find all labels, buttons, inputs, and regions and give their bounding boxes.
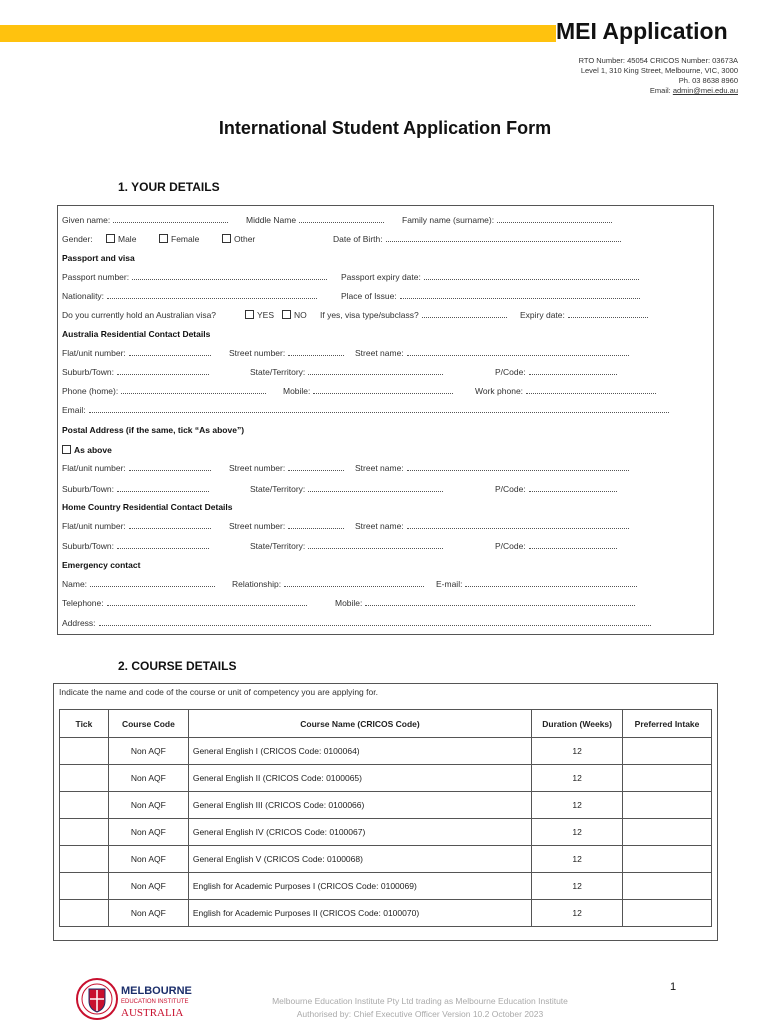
emergency-mobile-label: Mobile: (335, 598, 363, 608)
postal-street-number-field[interactable] (229, 463, 344, 473)
emergency-email-field[interactable] (436, 579, 637, 589)
visa-type-field[interactable] (320, 310, 507, 320)
course-code-cell: Non AQF (108, 792, 188, 819)
contact-email-line (579, 86, 738, 96)
suburb-label: Suburb/Town: (62, 541, 114, 551)
table-row (60, 819, 712, 846)
course-code-cell: Non AQF (108, 846, 188, 873)
col-duration: Duration (Weeks) (532, 710, 623, 738)
visa-expiry-line[interactable] (568, 311, 648, 318)
telephone-label: Telephone: (62, 598, 104, 608)
as-above-checkbox[interactable] (62, 445, 71, 454)
no-label: NO (294, 310, 307, 320)
home-street-number-field[interactable] (229, 521, 344, 531)
course-table (59, 709, 712, 927)
intake-cell[interactable] (623, 819, 712, 846)
intake-cell[interactable] (623, 792, 712, 819)
course-name-cell: English for Academic Purposes I (CRICOS Code: 0100069) (188, 873, 531, 900)
col-course-name: Course Name (CRICOS Code) (188, 710, 531, 738)
telephone-field[interactable] (62, 598, 307, 608)
passport-number-field[interactable] (62, 272, 327, 282)
intake-cell[interactable] (623, 846, 712, 873)
other-checkbox[interactable] (222, 234, 231, 243)
place-of-issue-line[interactable] (400, 292, 640, 299)
mobile-field[interactable] (283, 386, 453, 396)
visa-no-checkbox[interactable] (282, 310, 291, 319)
given-name-line[interactable] (113, 216, 228, 223)
suburb-line[interactable] (117, 368, 209, 375)
course-code-cell: Non AQF (108, 738, 188, 765)
suburb-line[interactable] (117, 542, 209, 549)
pcode-label: P/Code: (495, 367, 526, 377)
intake-cell[interactable] (623, 738, 712, 765)
name-line[interactable] (90, 580, 215, 587)
table-row (60, 792, 712, 819)
place-of-issue-label: Place of Issue: (341, 291, 397, 301)
dob-line[interactable] (386, 235, 621, 242)
aus-street-name-field[interactable] (355, 348, 629, 358)
dob-label: Date of Birth: (333, 234, 383, 244)
work-phone-line[interactable] (526, 387, 656, 394)
passport-expiry-field[interactable] (341, 272, 639, 282)
duration-cell: 12 (532, 738, 623, 765)
course-name-cell: General English III (CRICOS Code: 0100066) (188, 792, 531, 819)
visa-no-option[interactable] (282, 310, 307, 320)
duration-cell: 12 (532, 846, 623, 873)
duration-cell: 12 (532, 873, 623, 900)
relationship-line[interactable] (284, 580, 424, 587)
work-phone-field[interactable] (475, 386, 656, 396)
email-label: Email: (649, 86, 673, 95)
street-number-line[interactable] (288, 464, 344, 471)
table-row (60, 846, 712, 873)
gender-female-option[interactable] (159, 234, 199, 244)
tick-cell[interactable] (60, 873, 109, 900)
emergency-email-line[interactable] (465, 580, 637, 587)
visa-yes-option[interactable] (245, 310, 274, 320)
middle-name-label: Middle Name (246, 215, 297, 225)
visa-yes-checkbox[interactable] (245, 310, 254, 319)
aus-state-field[interactable] (250, 367, 443, 377)
state-line[interactable] (308, 542, 443, 549)
australia-contact-heading: Australia Residential Contact Details (62, 329, 211, 339)
pcode-line[interactable] (529, 542, 617, 549)
tick-cell[interactable] (60, 792, 109, 819)
email-link[interactable]: admin@mei.edu.au (672, 86, 738, 95)
state-line[interactable] (308, 368, 443, 375)
table-row (60, 738, 712, 765)
table-row (60, 900, 712, 927)
logo-text-line: AUSTRALIA (121, 1007, 184, 1019)
male-label: Male (118, 234, 137, 244)
logo-text-line: EDUCATION INSTITUTE (121, 999, 189, 1005)
work-phone-label: Work phone: (475, 386, 524, 396)
table-header-row (60, 710, 712, 738)
passport-expiry-line[interactable] (424, 273, 639, 280)
relationship-field[interactable] (232, 579, 424, 589)
street-name-label: Street name: (355, 463, 404, 473)
flat-line[interactable] (129, 349, 211, 356)
telephone-line[interactable] (107, 599, 307, 606)
course-code-cell: Non AQF (108, 873, 188, 900)
home-flat-field[interactable] (62, 521, 211, 531)
suburb-label: Suburb/Town: (62, 367, 114, 377)
flat-label: Flat/unit number: (62, 348, 126, 358)
street-name-line[interactable] (407, 522, 629, 529)
phone-home-line[interactable] (121, 387, 266, 394)
street-name-line[interactable] (407, 464, 629, 471)
col-course-code: Course Code (108, 710, 188, 738)
emergency-mobile-line[interactable] (365, 599, 635, 606)
as-above-option[interactable] (62, 445, 112, 455)
female-label: Female (171, 234, 200, 244)
address-line[interactable] (99, 619, 651, 626)
passport-number-label: Passport number: (62, 272, 130, 282)
suburb-line[interactable] (117, 485, 209, 492)
tick-cell[interactable] (60, 846, 109, 873)
family-name-line[interactable] (497, 216, 612, 223)
visa-question: Do you currently hold an Australian visa? (62, 310, 217, 320)
middle-name-line[interactable] (299, 216, 384, 223)
tick-cell[interactable] (60, 819, 109, 846)
family-name-field[interactable] (402, 215, 612, 225)
flat-label: Flat/unit number: (62, 463, 126, 473)
course-name-cell: General English V (CRICOS Code: 0100068) (188, 846, 531, 873)
col-tick: Tick (60, 710, 109, 738)
home-state-field[interactable] (250, 541, 443, 551)
tick-cell[interactable] (60, 765, 109, 792)
pcode-line[interactable] (529, 485, 617, 492)
course-name-cell: General English I (CRICOS Code: 0100064) (188, 738, 531, 765)
relationship-label: Relationship: (232, 579, 282, 589)
contact-line: Ph. 03 8638 8960 (678, 76, 738, 85)
street-number-label: Street number: (229, 521, 286, 531)
emergency-name-field[interactable] (62, 579, 215, 589)
course-name-cell: English for Academic Purposes II (CRICOS Code: 0100070) (188, 900, 531, 927)
mobile-label: Mobile: (283, 386, 311, 396)
passport-expiry-label: Passport expiry date: (341, 272, 421, 282)
address-field[interactable] (62, 618, 651, 628)
header-accent-bar (0, 25, 556, 42)
home-pcode-field[interactable] (495, 541, 617, 551)
postal-address-heading: Postal Address (if the same, tick “As above”) (62, 425, 245, 435)
intake-cell[interactable] (623, 765, 712, 792)
state-label: State/Territory: (250, 367, 306, 377)
pcode-label: P/Code: (495, 484, 526, 494)
course-instruction: Indicate the name and code of the course or unit of competency you are applying for. (59, 687, 378, 697)
postal-suburb-field[interactable] (62, 484, 209, 494)
yes-label: YES (257, 310, 275, 320)
phone-home-field[interactable] (62, 386, 266, 396)
nationality-field[interactable] (62, 291, 317, 301)
duration-cell: 12 (532, 792, 623, 819)
intake-cell[interactable] (623, 900, 712, 927)
duration-cell: 12 (532, 765, 623, 792)
pcode-line[interactable] (529, 368, 617, 375)
phone-home-label: Phone (home): (62, 386, 119, 396)
flat-line[interactable] (129, 464, 211, 471)
tick-cell[interactable] (60, 738, 109, 765)
state-line[interactable] (308, 485, 443, 492)
aus-street-number-field[interactable] (229, 348, 344, 358)
visa-expiry-field[interactable] (520, 310, 648, 320)
name-label: Name: (62, 579, 88, 589)
emergency-email-label: E-mail: (436, 579, 463, 589)
as-above-label: As above (74, 445, 112, 455)
postal-flat-field[interactable] (62, 463, 211, 473)
home-suburb-field[interactable] (62, 541, 209, 551)
middle-name-field[interactable] (246, 215, 384, 225)
duration-cell: 12 (532, 900, 623, 927)
nationality-line[interactable] (107, 292, 317, 299)
place-of-issue-field[interactable] (341, 291, 640, 301)
street-number-label: Street number: (229, 463, 286, 473)
street-number-line[interactable] (288, 522, 344, 529)
logo-text-line: MELBOURNE (121, 985, 192, 997)
street-number-label: Street number: (229, 348, 286, 358)
contact-block (579, 56, 738, 96)
suburb-label: Suburb/Town: (62, 484, 114, 494)
footer-line-2: Authorised by: Chief Executive Officer Version 10.2 October 2023 (296, 1009, 544, 1019)
home-street-name-field[interactable] (355, 521, 629, 531)
gender-male-option[interactable] (106, 234, 136, 244)
gender-label: Gender: (62, 234, 93, 244)
table-row (60, 765, 712, 792)
state-label: State/Territory: (250, 541, 306, 551)
address-label: Address: (62, 618, 96, 628)
mobile-line[interactable] (313, 387, 453, 394)
family-name-label: Family name (surname): (402, 215, 495, 225)
street-number-line[interactable] (288, 349, 344, 356)
pcode-label: P/Code: (495, 541, 526, 551)
emergency-contact-heading: Emergency contact (62, 560, 141, 570)
postal-state-field[interactable] (250, 484, 443, 494)
male-checkbox[interactable] (106, 234, 115, 243)
tick-cell[interactable] (60, 900, 109, 927)
emergency-mobile-field[interactable] (335, 598, 635, 608)
flat-line[interactable] (129, 522, 211, 529)
course-name-cell: General English IV (CRICOS Code: 0100067) (188, 819, 531, 846)
course-code-cell: Non AQF (108, 819, 188, 846)
nationality-label: Nationality: (62, 291, 105, 301)
visa-type-line[interactable] (422, 311, 507, 318)
street-name-label: Street name: (355, 521, 404, 531)
flat-label: Flat/unit number: (62, 521, 126, 531)
email-line[interactable] (89, 406, 669, 413)
email-field[interactable] (62, 405, 669, 415)
section-heading-course-details: 2. COURSE DETAILS (118, 659, 237, 673)
table-row (60, 873, 712, 900)
footer-text (230, 995, 610, 1021)
your-details-box (57, 205, 714, 635)
brand-title: MEI Application (556, 18, 728, 44)
aus-pcode-field[interactable] (495, 367, 617, 377)
street-name-line[interactable] (407, 349, 629, 356)
state-label: State/Territory: (250, 484, 306, 494)
email-field-label: Email: (62, 405, 86, 415)
section-heading-your-details: 1. YOUR DETAILS (118, 180, 220, 194)
crest-icon (77, 979, 117, 1019)
postal-pcode-field[interactable] (495, 484, 617, 494)
contact-line: RTO Number: 45054 CRICOS Number: 03673A (578, 56, 738, 65)
footer-line-1: Melbourne Education Institute Pty Ltd trading as Melbourne Education Institute (272, 996, 568, 1006)
dob-field[interactable] (333, 234, 621, 244)
course-name-cell: General English II (CRICOS Code: 0100065) (188, 765, 531, 792)
page-number: 1 (670, 981, 677, 993)
given-name-label: Given name: (62, 215, 111, 225)
course-code-cell: Non AQF (108, 900, 188, 927)
duration-cell: 12 (532, 819, 623, 846)
passport-visa-heading: Passport and visa (62, 253, 135, 263)
postal-street-name-field[interactable] (355, 463, 629, 473)
street-name-label: Street name: (355, 348, 404, 358)
visa-expiry-label: Expiry date: (520, 310, 565, 320)
passport-number-line[interactable] (132, 273, 327, 280)
contact-line: Level 1, 310 King Street, Melbourne, VIC, 3000 (580, 66, 738, 75)
aus-flat-field[interactable] (62, 348, 211, 358)
gender-other-option[interactable] (222, 234, 255, 244)
course-code-cell: Non AQF (108, 765, 188, 792)
col-preferred-intake: Preferred Intake (623, 710, 712, 738)
form-title: International Student Application Form (218, 118, 552, 138)
other-label: Other (234, 234, 256, 244)
intake-cell[interactable] (623, 873, 712, 900)
given-name-field[interactable] (62, 215, 228, 225)
institute-logo (75, 977, 205, 1021)
home-country-heading: Home Country Residential Contact Details (62, 502, 233, 512)
visa-type-label: If yes, visa type/subclass? (320, 310, 419, 320)
aus-suburb-field[interactable] (62, 367, 209, 377)
female-checkbox[interactable] (159, 234, 168, 243)
